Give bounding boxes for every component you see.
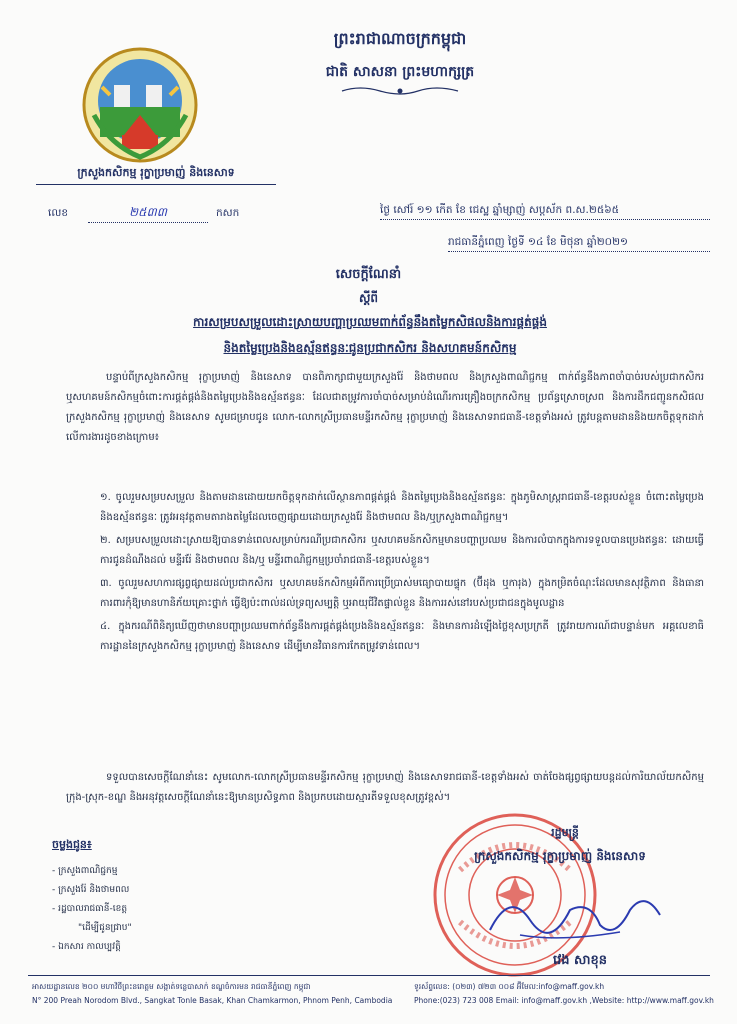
reference-label: លេខ <box>48 207 68 219</box>
ornament-divider <box>340 85 460 97</box>
ministry-seal-logo <box>80 45 200 167</box>
list-item: ២. សម្របសម្រួលដោះស្រាយឱ្យបានទាន់ពេលសម្រាប់ករណីប្រជាកសិករ ឬសហគមន៍កសិកម្មមានបញ្ហាប្រឈម និងការលំបាកក្នុងការទទួលបានប្រេងឥន្ធនៈ ដោយធ្វើការជូនដំណឹងដល់ មន្ទីររ៉ែ និងថាមពល និង/ឬ មន្ទីរពាណិជ្ជកម្មប្រចាំរាជធានី-ខេត្តរបស់ខ្លួន។ <box>100 535 704 566</box>
reference-number: ២៥៣៣ <box>88 204 208 223</box>
footer-address <box>32 980 412 1008</box>
instruction-list <box>100 488 704 660</box>
recipient-item: - ក្រសួងពាណិជ្ជកម្ម <box>52 866 118 876</box>
recipient-item: - រដ្ឋបាលរាជធានី-ខេត្ត <box>52 904 128 914</box>
intro-paragraph: បន្ទាប់ពីក្រសួងកសិកម្ម រុក្ខាប្រមាញ់ និងនេសាទ បានពិភាក្សាជាមួយក្រសួងរ៉ែ និងថាមពល និងក្រសួងពាណិជ្ជកម្ម ពាក់ព័ន្ធនឹងភាពចាំបាច់របស់ប្រជាកសិករ ឬសហគមន៍កសិកម្មចំពោះការផ្គត់ផ្គង់និងតម្លៃប្រេងនិងឧស្ម័នឥន្ធនៈ ដែលជាតម្រូវការចាំបាច់សម្រាប់ដំណើរការគ្រឿងចក្រកសិកម្ម ប្រព័ន្ធស្រោចស្រព និងការដឹកជញ្ជូនកសិផល ក្រសួងកសិកម្ម រុក្ខាប្រមាញ់ និងនេសាទ សូមជម្រាបជូន លោក-លោកស្រីប្រធានមន្ទីរកសិកម្ម រុក្ខាប្រមាញ់ និងនេសាទរាជធានី-ខេត្តទាំងអស់ ត្រូវបន្តតាមដាននិងយកចិត្តទុកដាក់លើការងារដូចខាងក្រោម៖ <box>66 372 704 443</box>
kingdom-heading: ព្រះរាជាណាចក្រកម្ពុជា <box>333 29 467 48</box>
recipients-heading: ចម្លងជូន៖ <box>52 838 92 851</box>
solar-date: រាជធានីភ្នំពេញ ថ្ងៃទី ១៤ ខែ មិថុនា ឆ្នាំ២០២១ <box>448 236 710 252</box>
recipient-item: - ឯកសារ កាលប្បវត្តិ <box>52 942 121 952</box>
list-item: ៣. ចូលរួមសហការផ្សព្វផ្សាយដល់ប្រជាកសិករ ឬសហគមន៍កសិកម្មអំពីការប្រើប្រាស់មធ្យោបាយផ្ទុក (ប៊ីដុង ឬការុង) ក្នុងកម្រិតចំណុះដែលមានសុវត្ថិភាព និងធានាការពារកុំឱ្យមានហានិភ័យគ្រោះថ្នាក់ ធ្វើឱ្យប៉ះពាល់ដល់ទ្រព្យសម្បត្តិ ឬអាយុជីវិតផ្ទាល់ខ្លួន និងការរស់នៅរបស់ប្រជាជនក្នុងមូលដ្ឋាន <box>100 578 704 609</box>
handwritten-signature <box>480 880 670 950</box>
contact-khmer: ទូរស័ព្ទលេខ: (០២៣) ៧២៣ ០០៨ អ៊ីមែល:info@maff.gov.kh <box>414 982 605 991</box>
subject-line-2: និងតម្លៃប្រេងនិងឧស្ម័នឥន្ធនៈជូនប្រជាកសិករ និងសហគមន៍កសិកម្ម <box>223 341 517 355</box>
document-about: ស្តីពី <box>358 291 379 305</box>
recipient-item: - ក្រសួងរ៉ែ និងថាមពល <box>52 885 130 895</box>
lunar-date: ថ្ងៃ សៅរ៍ ១១ កើត ខែ ជេស្ឋ ឆ្នាំម្សាញ់ សប្តស័ក ព.ស.២៥៦៥ <box>380 204 710 220</box>
minister-name: វេង សាខុន <box>552 953 608 968</box>
ministry-name: ក្រសួងកសិកម្ម រុក្ខាប្រមាញ់ និងនេសាទ <box>36 166 276 185</box>
recipient-item: "ដើម្បីជូនជ្រាប" <box>78 923 132 933</box>
contact-english: Phone:(023) 723 008 Email: info@maff.gov.kh ,Website: http://www.maff.gov.kh <box>414 996 714 1005</box>
list-item: ៤. ក្នុងករណីពិនិត្យឃើញថាមានបញ្ហាប្រឈមពាក់ព័ន្ធនឹងការផ្គត់ផ្គង់ប្រេងនិងឧស្ម័នឥន្ធនៈ និងមានការដំឡើងថ្លៃខុសប្រក្រតី ត្រូវរាយការណ៍ជាបន្ទាន់មក អគ្គលេខាធិការដ្ឋាននៃក្រសួងកសិកម្ម រុក្ខាប្រមាញ់ និងនេសាទ ដើម្បីមានវិធានការកែតម្រូវទាន់ពេល។ <box>100 621 704 652</box>
address-english: N° 200 Preah Norodom Blvd., Sangkat Tonle Basak, Khan Chamkarmon, Phnom Penh, Cambodia <box>32 996 393 1005</box>
minister-title: រដ្ឋមន្ត្រី <box>551 826 579 839</box>
document-title: សេចក្តីណែនាំ <box>335 267 402 282</box>
footer-divider <box>28 975 710 976</box>
reference-code: កសក <box>216 207 240 219</box>
footer-contact <box>414 980 714 1008</box>
subject-line-1: ការសម្របសម្រួលដោះស្រាយបញ្ហាប្រឈមពាក់ព័ន្ធនឹងតម្លៃកសិផលនិងការផ្គត់ផ្គង់ <box>193 315 547 329</box>
signature-ministry: ក្រសួងកសិកម្ម រុក្ខាប្រមាញ់ និងនេសាទ <box>474 849 646 863</box>
address-khmer: អាសយដ្ឋានលេខ ២០០ មហាវិថីព្រះនរោត្តម សង្កាត់ទន្លេបាសាក់ ខណ្ឌចំការមន រាជធានីភ្នំពេញ កម្ពុជា <box>32 982 311 991</box>
list-item: ១. ចូលរួមសម្របសម្រួល និងតាមដានដោយយកចិត្តទុកដាក់លើស្ថានភាពផ្គត់ផ្គង់ និងតម្លៃប្រេងនិងឧស្ម័នឥន្ធនៈ ក្នុងភូមិសាស្ត្ររាជធានី-ខេត្តរបស់ខ្លួន ចំពោះតម្លៃប្រេងនិងឧស្ម័នឥន្ធនៈ ត្រូវអនុវត្តតាមតារាងតម្លៃដែលចេញផ្សាយដោយក្រសួងរ៉ែ និងថាមពល និង/ឬក្រសួងពាណិជ្ជកម្ម។ <box>100 492 704 523</box>
closing-paragraph: ទទួលបានសេចក្តីណែនាំនេះ សូមលោក-លោកស្រីប្រធានមន្ទីរកសិកម្ម រុក្ខាប្រមាញ់ និងនេសាទរាជធានី-ខេត្តទាំងអស់ ចាត់ចែងផ្សព្វផ្សាយបន្តដល់ការិយាល័យកសិកម្មក្រុង-ស្រុក-ខណ្ឌ និងអនុវត្តសេចក្តីណែនាំនេះឱ្យមានប្រសិទ្ធភាព និងប្រកបដោយស្មារតីទទួលខុសត្រូវខ្ពស់។ <box>66 772 704 803</box>
recipients-block <box>52 838 252 957</box>
reference-line <box>48 204 239 223</box>
national-motto: ជាតិ សាសនា ព្រះមហាក្សត្រ <box>325 64 475 80</box>
